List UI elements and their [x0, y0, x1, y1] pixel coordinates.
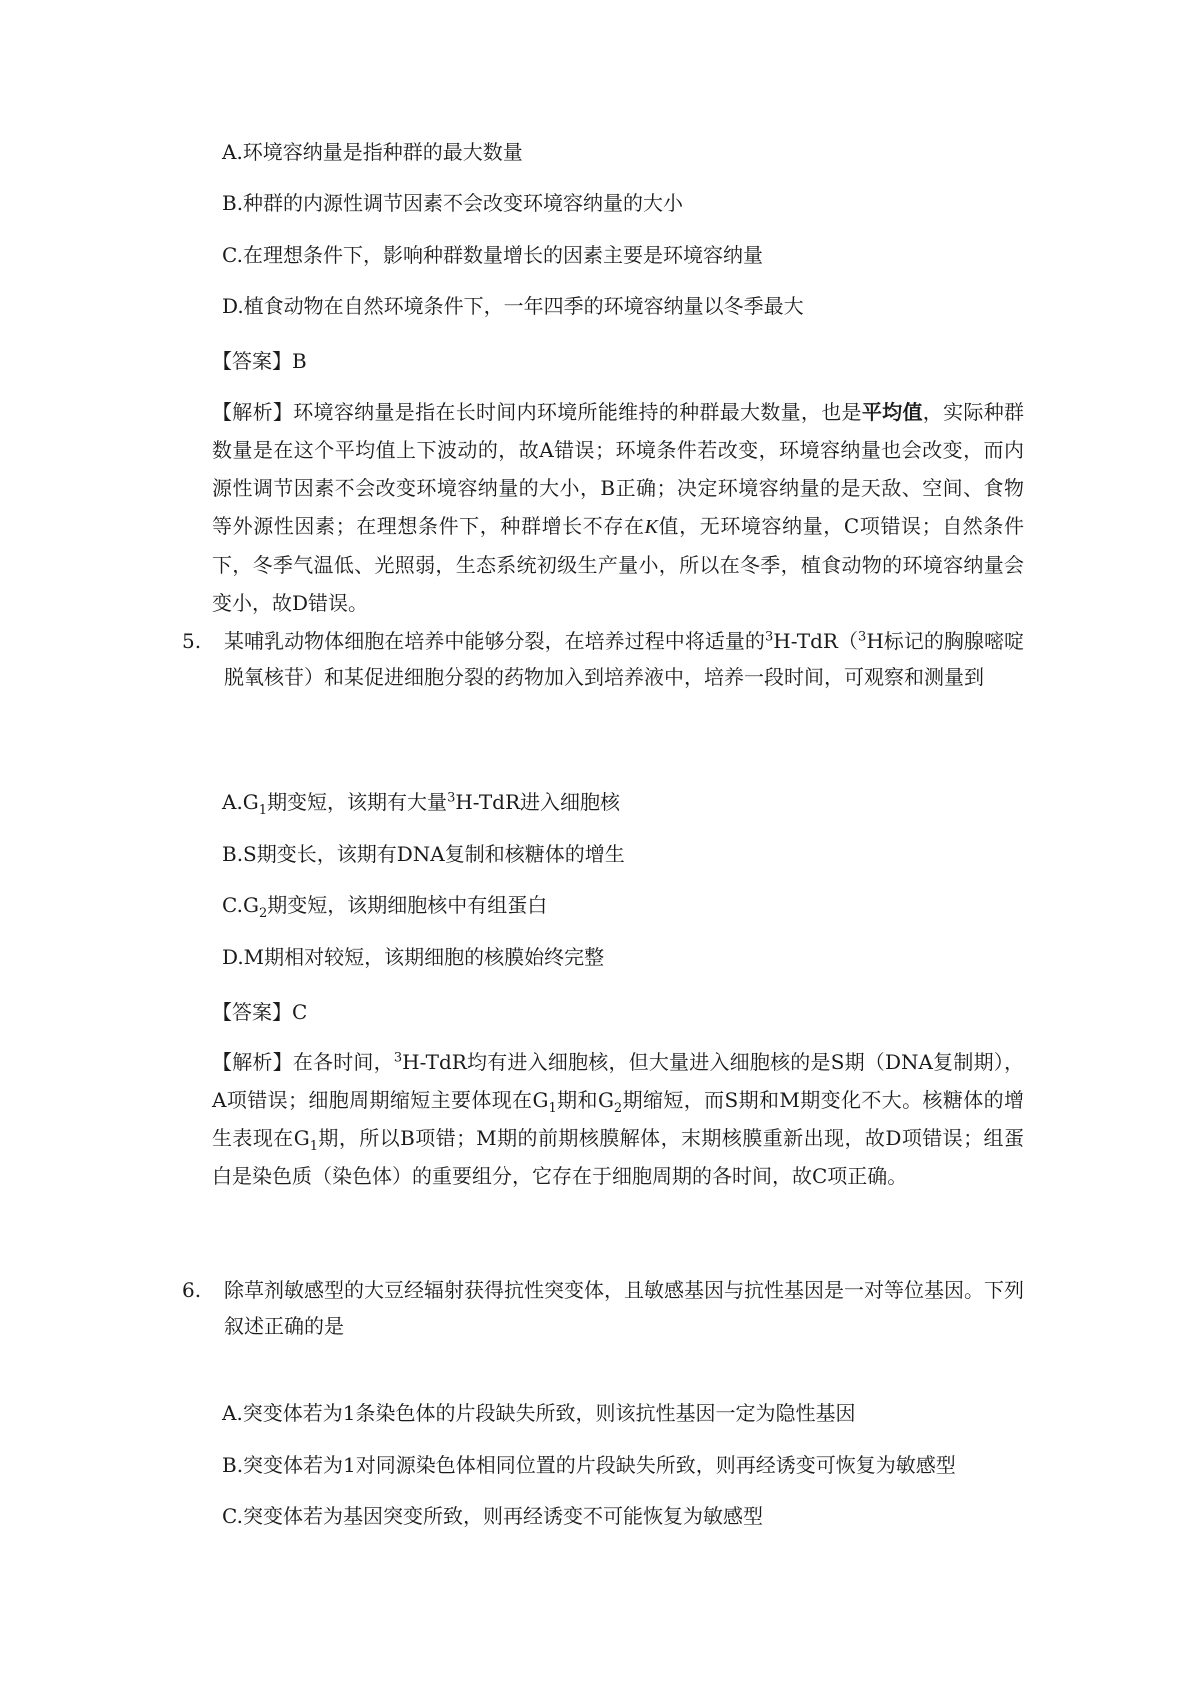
q5-option-c-text-1: C.G — [222, 893, 259, 917]
q4-analysis — [212, 393, 1024, 622]
q5-option-c — [222, 890, 547, 920]
q5-analysis-sub-3: 1 — [309, 1139, 318, 1154]
q4-analysis-bold: 平均值 — [861, 400, 923, 424]
q5-option-a — [222, 787, 620, 817]
q5-analysis-sup: 3 — [393, 1050, 403, 1066]
q5-number: 5. — [182, 629, 202, 653]
q5-analysis-text-1: 【解析】在各时间， — [212, 1050, 394, 1074]
q5-stem-sup-2: 3 — [858, 629, 867, 645]
q5-analysis-sub-1: 1 — [548, 1101, 557, 1116]
q6-option-b: B.突变体若为1对同源染色体相同位置的片段缺失所致，则再经诱变可恢复为敏感型 — [222, 1453, 956, 1477]
q5-analysis-text-2: H-TdR均有进入细胞核，但大量进入细胞核的是S期（DNA复制期），A项错误；细胞周期缩短主要体现在G — [212, 1050, 1024, 1112]
q5-option-a-text-3: H-TdR进入细胞核 — [455, 790, 621, 814]
q5-analysis-text-4: 期缩短，而S期和M期变化不大。核糖体的增生表现在G — [212, 1088, 1024, 1150]
q4-option-b: B.种群的内源性调节因素不会改变环境容纳量的大小 — [222, 191, 684, 215]
q5-stem-text-1: 某哺乳动物体细胞在培养中能够分裂，在培养过程中将适量的 — [224, 629, 765, 653]
q5-analysis-text-3: 期和G — [556, 1088, 614, 1112]
q5-option-a-sup: 3 — [447, 790, 456, 806]
q4-analysis-variable: K — [644, 516, 658, 538]
q5-option-b: B.S期变长，该期有DNA复制和核糖体的增生 — [222, 842, 625, 866]
q6-option-c: C.突变体若为基因突变所致，则再经诱变不可能恢复为敏感型 — [222, 1504, 763, 1528]
q5-analysis-sub-2: 2 — [613, 1101, 623, 1116]
q5-stem-sup-1: 3 — [764, 629, 774, 645]
q6-number: 6. — [182, 1278, 202, 1302]
q4-analysis-text-1: 【解析】环境容纳量是指在长时间内环境所能维持的种群最大数量，也是 — [212, 400, 862, 424]
q5-stem — [224, 623, 1024, 695]
q5-analysis-text-5: 期，所以B项错；M期的前期核膜解体，末期核膜重新出现，故D项错误；组蛋白是染色质（染色体）的重要组分，它存在于细胞周期的各时间，故C项正确。 — [212, 1126, 1024, 1188]
q4-option-a: A.环境容纳量是指种群的最大数量 — [222, 140, 523, 164]
q4-analysis-text-2: ，实际种群数量是在这个平均值上下波动的，故A错误；环境条件若改变，环境容纳量也会改变，而内源性调节因素不会改变环境容纳量的大小，B正确；决定环境容纳量的是天敌、空间、食物等外源性因素；在理想条件下，种群增长不存在 — [212, 400, 1025, 538]
q5-stem-text-2: H-TdR（ — [773, 629, 859, 653]
q5-option-c-sub: 2 — [258, 906, 268, 921]
q4-analysis-text-3: 值，无环境容纳量，C项错误；自然条件下，冬季气温低、光照弱，生态系统初级生产量小，所以在冬季，植食动物的环境容纳量会变小，故D错误。 — [212, 514, 1024, 615]
q5-option-c-text-2: 期变短，该期细胞核中有组蛋白 — [267, 893, 548, 917]
q5-option-d: D.M期相对较短，该期细胞的核膜始终完整 — [222, 945, 605, 969]
q6-stem: 除草剂敏感型的大豆经辐射获得抗性突变体，且敏感基因与抗性基因是一对等位基因。下列叙述正确的是 — [224, 1278, 1024, 1338]
q4-option-d: D.植食动物在自然环境条件下，一年四季的环境容纳量以冬季最大 — [222, 294, 804, 318]
q5-option-a-text-2: 期变短，该期有大量 — [267, 790, 448, 814]
q5-option-a-sub: 1 — [258, 803, 268, 818]
q6-option-a: A.突变体若为1条染色体的片段缺失所致，则该抗性基因一定为隐性基因 — [222, 1401, 856, 1425]
q5-analysis — [212, 1043, 1024, 1195]
q5-stem-text-3: H标记的胸腺嘧啶脱氧核苷）和某促进细胞分裂的药物加入到培养液中，培养一段时间，可观察和测量到 — [224, 629, 1025, 689]
q4-option-c: C.在理想条件下，影响种群数量增长的因素主要是环境容纳量 — [222, 243, 763, 267]
q5-option-a-text-1: A.G — [222, 790, 259, 814]
q4-answer: 【答案】B — [212, 349, 307, 373]
q5-answer: 【答案】C — [212, 1000, 308, 1024]
